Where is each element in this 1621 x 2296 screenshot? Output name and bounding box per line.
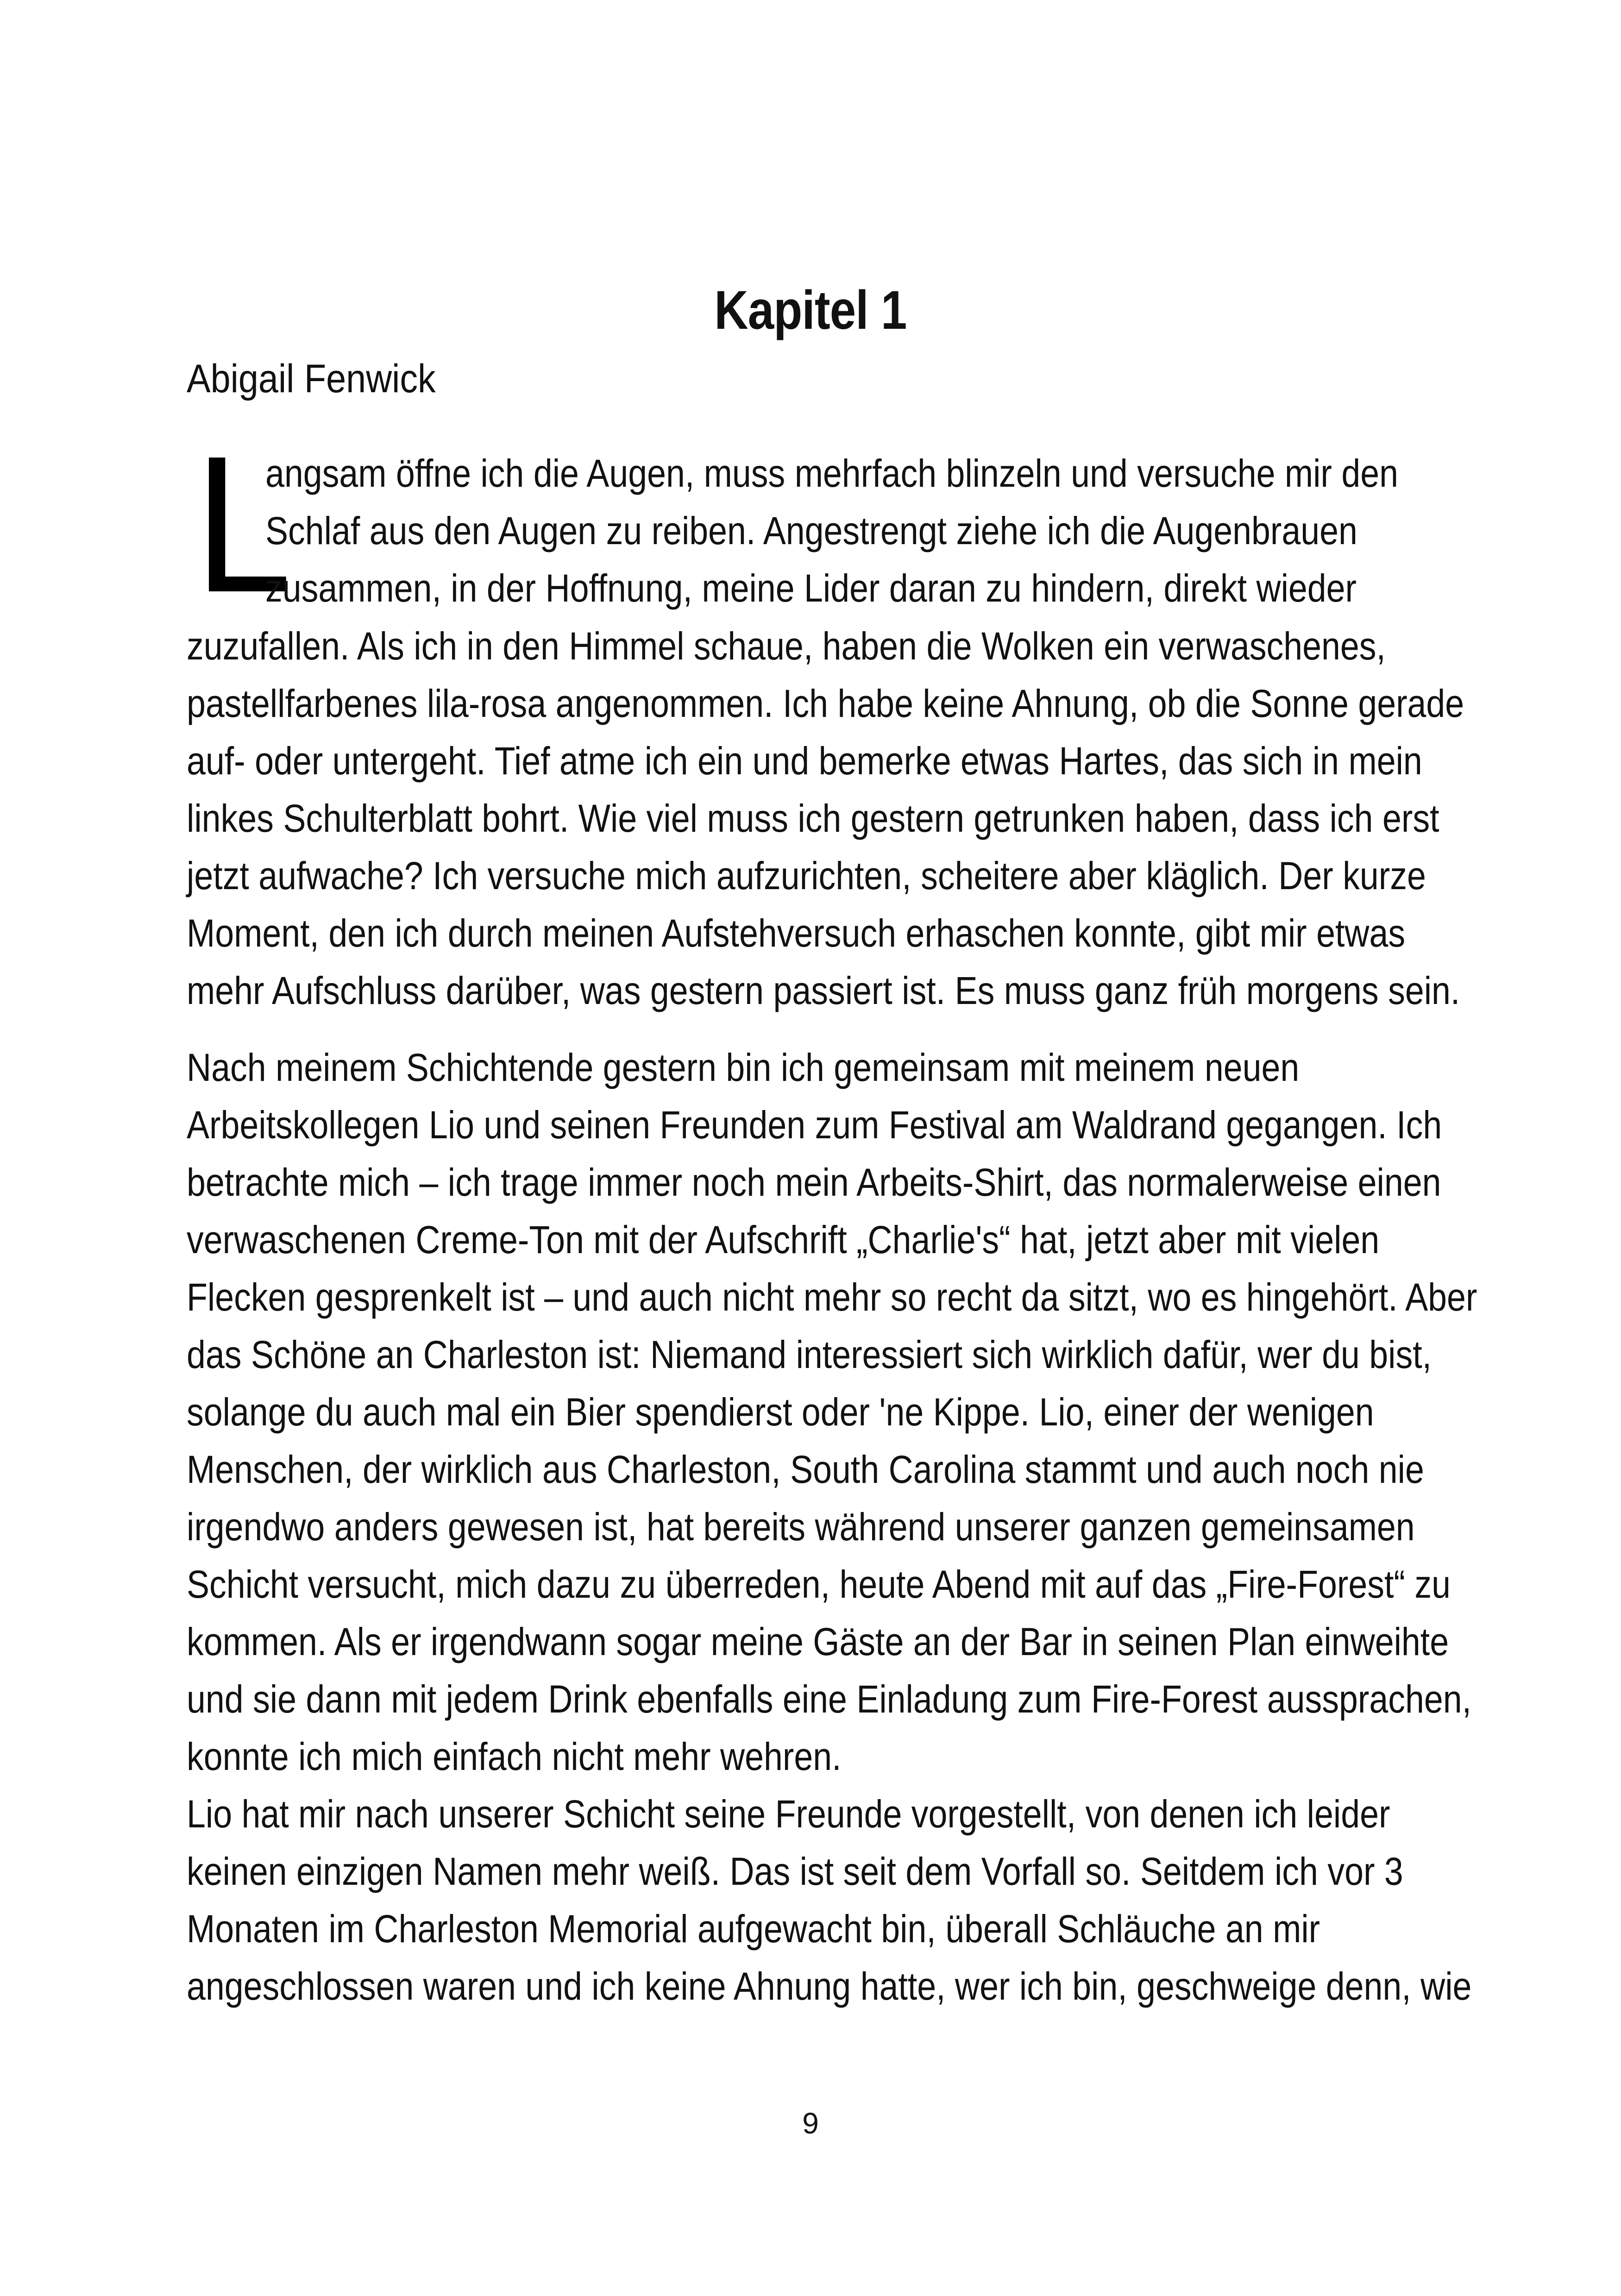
text-line: Flecken gesprenkelt ist – und auch nicht mehr so recht da sitzt, wo es hingehört. Aber <box>187 1275 1477 1319</box>
text-line: das Schöne an Charleston ist: Niemand interessiert sich wirklich dafür, wer du bist, <box>187 1333 1432 1376</box>
text-line: auf- oder untergeht. Tief atme ich ein und bemerke etwas Hartes, das sich in mein <box>187 739 1422 783</box>
text-line: irgendwo anders gewesen ist, hat bereits während unserer ganzen gemeinsamen <box>187 1505 1415 1549</box>
text-line: solange du auch mal ein Bier spendierst oder 'ne Kippe. Lio, einer der wenigen <box>187 1390 1374 1434</box>
text-line: linkes Schulterblatt bohrt. Wie viel muss ich gestern getrunken haben, dass ich erst <box>187 797 1439 840</box>
page-number: 9 <box>802 2107 819 2140</box>
text-line: Lio hat mir nach unserer Schicht seine Freunde vorgestellt, von denen ich leider <box>187 1792 1390 1836</box>
drop-cap: L <box>195 416 292 633</box>
text-line: jetzt aufwache? Ich versuche mich aufzurichten, scheitere aber kläglich. Der kurze <box>187 854 1426 897</box>
chapter-title: Kapitel 1 <box>714 280 907 341</box>
text-line: Nach meinem Schichtende gestern bin ich gemeinsam mit meinem neuen <box>187 1046 1300 1089</box>
text-line: betrachte mich – ich trage immer noch mein Arbeits-Shirt, das normalerweise einen <box>187 1161 1441 1204</box>
text-line: angsam öffne ich die Augen, muss mehrfach blinzeln und versuche mir den <box>265 452 1398 495</box>
text-line: Schlaf aus den Augen zu reiben. Angestrengt ziehe ich die Augenbrauen <box>265 509 1357 552</box>
text-line: verwaschenen Creme-Ton mit der Aufschrift „Charlie's“ hat, jetzt aber mit vielen <box>187 1218 1380 1261</box>
chapter-author: Abigail Fenwick <box>187 357 436 401</box>
text-line: konnte ich mich einfach nicht mehr wehren. <box>187 1735 842 1778</box>
text-line: angeschlossen waren und ich keine Ahnung hatte, wer ich bin, geschweige denn, wie <box>187 1964 1472 2008</box>
text-line: Schicht versucht, mich dazu zu überreden, heute Abend mit auf das „Fire-Forest“ zu <box>187 1562 1451 1606</box>
text-line: kommen. Als er irgendwann sogar meine Gäste an der Bar in seinen Plan einweihte <box>187 1620 1449 1663</box>
text-line: pastellfarbenes lila-rosa angenommen. Ich habe keine Ahnung, ob die Sonne gerade <box>187 682 1464 725</box>
text-line: zuzufallen. Als ich in den Himmel schaue, haben die Wolken ein verwaschenes, <box>187 624 1386 668</box>
text-line: Moment, den ich durch meinen Aufstehversuch erhaschen konnte, gibt mir etwas <box>187 911 1406 955</box>
text-line: Monaten im Charleston Memorial aufgewacht bin, überall Schläuche an mir <box>187 1907 1320 1951</box>
text-line: keinen einzigen Namen mehr weiß. Das ist seit dem Vorfall so. Seitdem ich vor 3 <box>187 1850 1403 1893</box>
text-line: mehr Aufschluss darüber, was gestern passiert ist. Es muss ganz früh morgens sein. <box>187 969 1460 1012</box>
text-line: Arbeitskollegen Lio und seinen Freunden zum Festival am Waldrand gegangen. Ich <box>187 1103 1442 1147</box>
text-line: und sie dann mit jedem Drink ebenfalls eine Einladung zum Fire-Forest aussprachen, <box>187 1677 1472 1721</box>
text-line: Menschen, der wirklich aus Charleston, South Carolina stammt und auch noch nie <box>187 1448 1424 1491</box>
text-line: zusammen, in der Hoffnung, meine Lider daran zu hindern, direkt wieder <box>265 566 1357 610</box>
